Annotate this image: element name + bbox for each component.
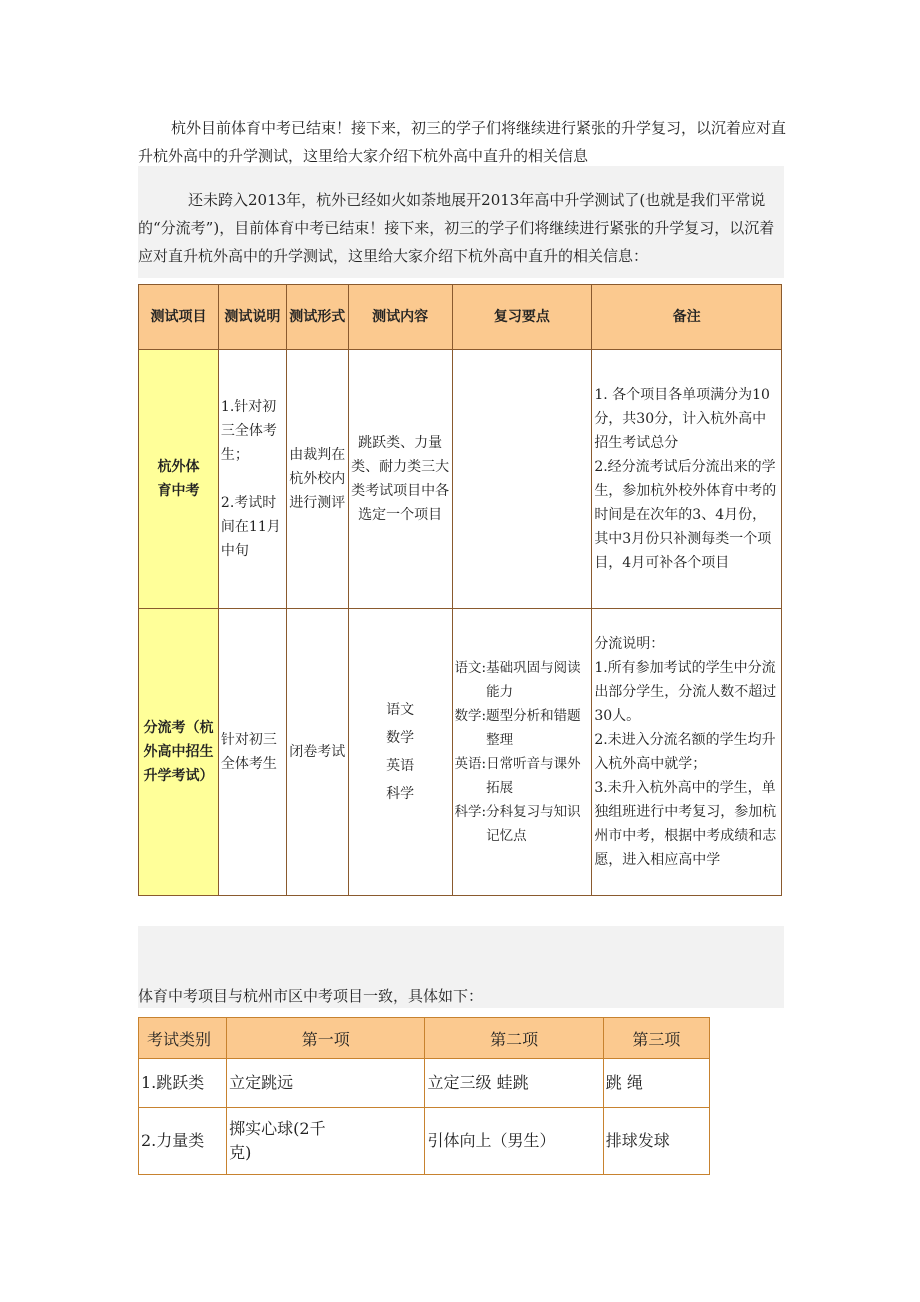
note-line: 1. 各个项目各单项满分为10分，共30分，计入杭外高中招生考试总分 bbox=[594, 387, 770, 451]
header-cell: 第二项 bbox=[425, 1018, 603, 1059]
item-cell: 掷实心球(2千克) bbox=[227, 1108, 425, 1175]
item-cell: 引体向上（男生） bbox=[425, 1108, 603, 1175]
review-item bbox=[455, 656, 590, 704]
subject: 英语 bbox=[386, 758, 415, 774]
review-point: 题型分析和错题整理 bbox=[486, 708, 581, 748]
review-subject: 英语: bbox=[454, 756, 487, 772]
note-line: 1.所有参加考试的学生中分流出部分学生，分流人数不超过30人。 bbox=[594, 660, 777, 724]
table-row bbox=[139, 1059, 710, 1108]
header-cell: 复习要点 bbox=[452, 285, 592, 350]
review-subject: 语文: bbox=[454, 660, 487, 676]
review-point: 基础巩固与阅读能力 bbox=[486, 660, 581, 700]
subject: 科学 bbox=[386, 786, 415, 802]
table-header-row bbox=[139, 285, 782, 350]
header-cell: 第三项 bbox=[603, 1018, 709, 1059]
table-row bbox=[139, 609, 782, 896]
header-cell: 考试类别 bbox=[139, 1018, 227, 1059]
review-point: 分科复习与知识记忆点 bbox=[486, 804, 581, 844]
category-cell: 1.跳跃类 bbox=[139, 1059, 227, 1108]
subject: 数学 bbox=[386, 730, 415, 746]
review-cell bbox=[452, 609, 592, 896]
review-item bbox=[455, 704, 590, 752]
item-cell: 立定三级 蛙跳 bbox=[425, 1059, 603, 1108]
notes-cell bbox=[592, 350, 782, 609]
table-header-row bbox=[139, 1018, 710, 1059]
table-row bbox=[139, 350, 782, 609]
note-line: 分流说明： bbox=[594, 636, 665, 652]
description-line: 1.针对初三全体考生； bbox=[220, 399, 277, 463]
item-cell: 跳 绳 bbox=[603, 1059, 709, 1108]
review-item bbox=[455, 800, 590, 848]
header-cell: 测试形式 bbox=[286, 285, 348, 350]
subject: 语文 bbox=[386, 702, 415, 718]
item-cell: 立定跳远 bbox=[227, 1059, 425, 1108]
review-subject: 科学: bbox=[454, 804, 487, 820]
exam-items-intro: 体育中考项目与杭州市区中考项目一致，具体如下： bbox=[138, 987, 484, 1005]
item-cell: 排球发球 bbox=[603, 1108, 709, 1175]
header-cell: 测试内容 bbox=[348, 285, 452, 350]
description-cell: 针对初三全体考生 bbox=[218, 609, 286, 896]
header-cell: 备注 bbox=[592, 285, 782, 350]
intro-paragraph: 杭外目前体育中考已结束！接下来，初三的学子们将继续进行紧张的升学复习，以沉着应对直升杭外高中的升学测试，这里给大家介绍下杭外高中直升的相关信息 bbox=[138, 119, 787, 165]
category-cell: 2.力量类 bbox=[139, 1108, 227, 1175]
description-cell bbox=[218, 350, 286, 609]
review-subject: 数学: bbox=[454, 708, 487, 724]
content-cell: 跳跃类、力量类、耐力类三大类考试项目中各选定一个项目 bbox=[348, 350, 452, 609]
pe-exam-items-table bbox=[138, 1017, 710, 1175]
review-cell bbox=[452, 350, 592, 609]
test-item-cell: 杭外体育中考 bbox=[139, 350, 219, 609]
table-row bbox=[139, 1108, 710, 1175]
notes-cell bbox=[592, 609, 782, 896]
header-cell: 测试项目 bbox=[139, 285, 219, 350]
header-cell: 第一项 bbox=[227, 1018, 425, 1059]
info-paragraph: 还未跨入2013年，杭外已经如火如荼地展开2013年高中升学测试了(也就是我们平常说的“分流考”)，目前体育中考已结束！接下来，初三的学子们将继续进行紧张的升学复习，以沉着应对直升杭外高中的升学测试，这里给大家介绍下杭外高中直升的相关信息： bbox=[138, 191, 775, 265]
content-cell bbox=[348, 609, 452, 896]
note-line: 2.经分流考试后分流出来的学生，参加杭外校外体育中考的时间是在次年的3、4月份，其中3月份只补测每类一个项目，4月可补各个项目 bbox=[594, 459, 777, 571]
form-cell: 由裁判在杭外校内进行测评 bbox=[286, 350, 348, 609]
form-cell: 闭卷考试 bbox=[286, 609, 348, 896]
review-item bbox=[455, 752, 590, 800]
description-line: 2.考试时间在11月中旬 bbox=[220, 495, 281, 559]
admission-test-table bbox=[138, 284, 782, 896]
note-line: 3.未升入杭外高中的学生，单独组班进行中考复习，参加杭州市中考，根据中考成绩和志愿，进入相应高中学 bbox=[594, 780, 777, 868]
review-point: 日常听音与课外拓展 bbox=[486, 756, 581, 796]
header-cell: 测试说明 bbox=[218, 285, 286, 350]
note-line: 2.未进入分流名额的学生均升入杭外高中就学； bbox=[594, 732, 776, 772]
test-item-cell: 分流考（杭外高中招生升学考试） bbox=[139, 609, 219, 896]
